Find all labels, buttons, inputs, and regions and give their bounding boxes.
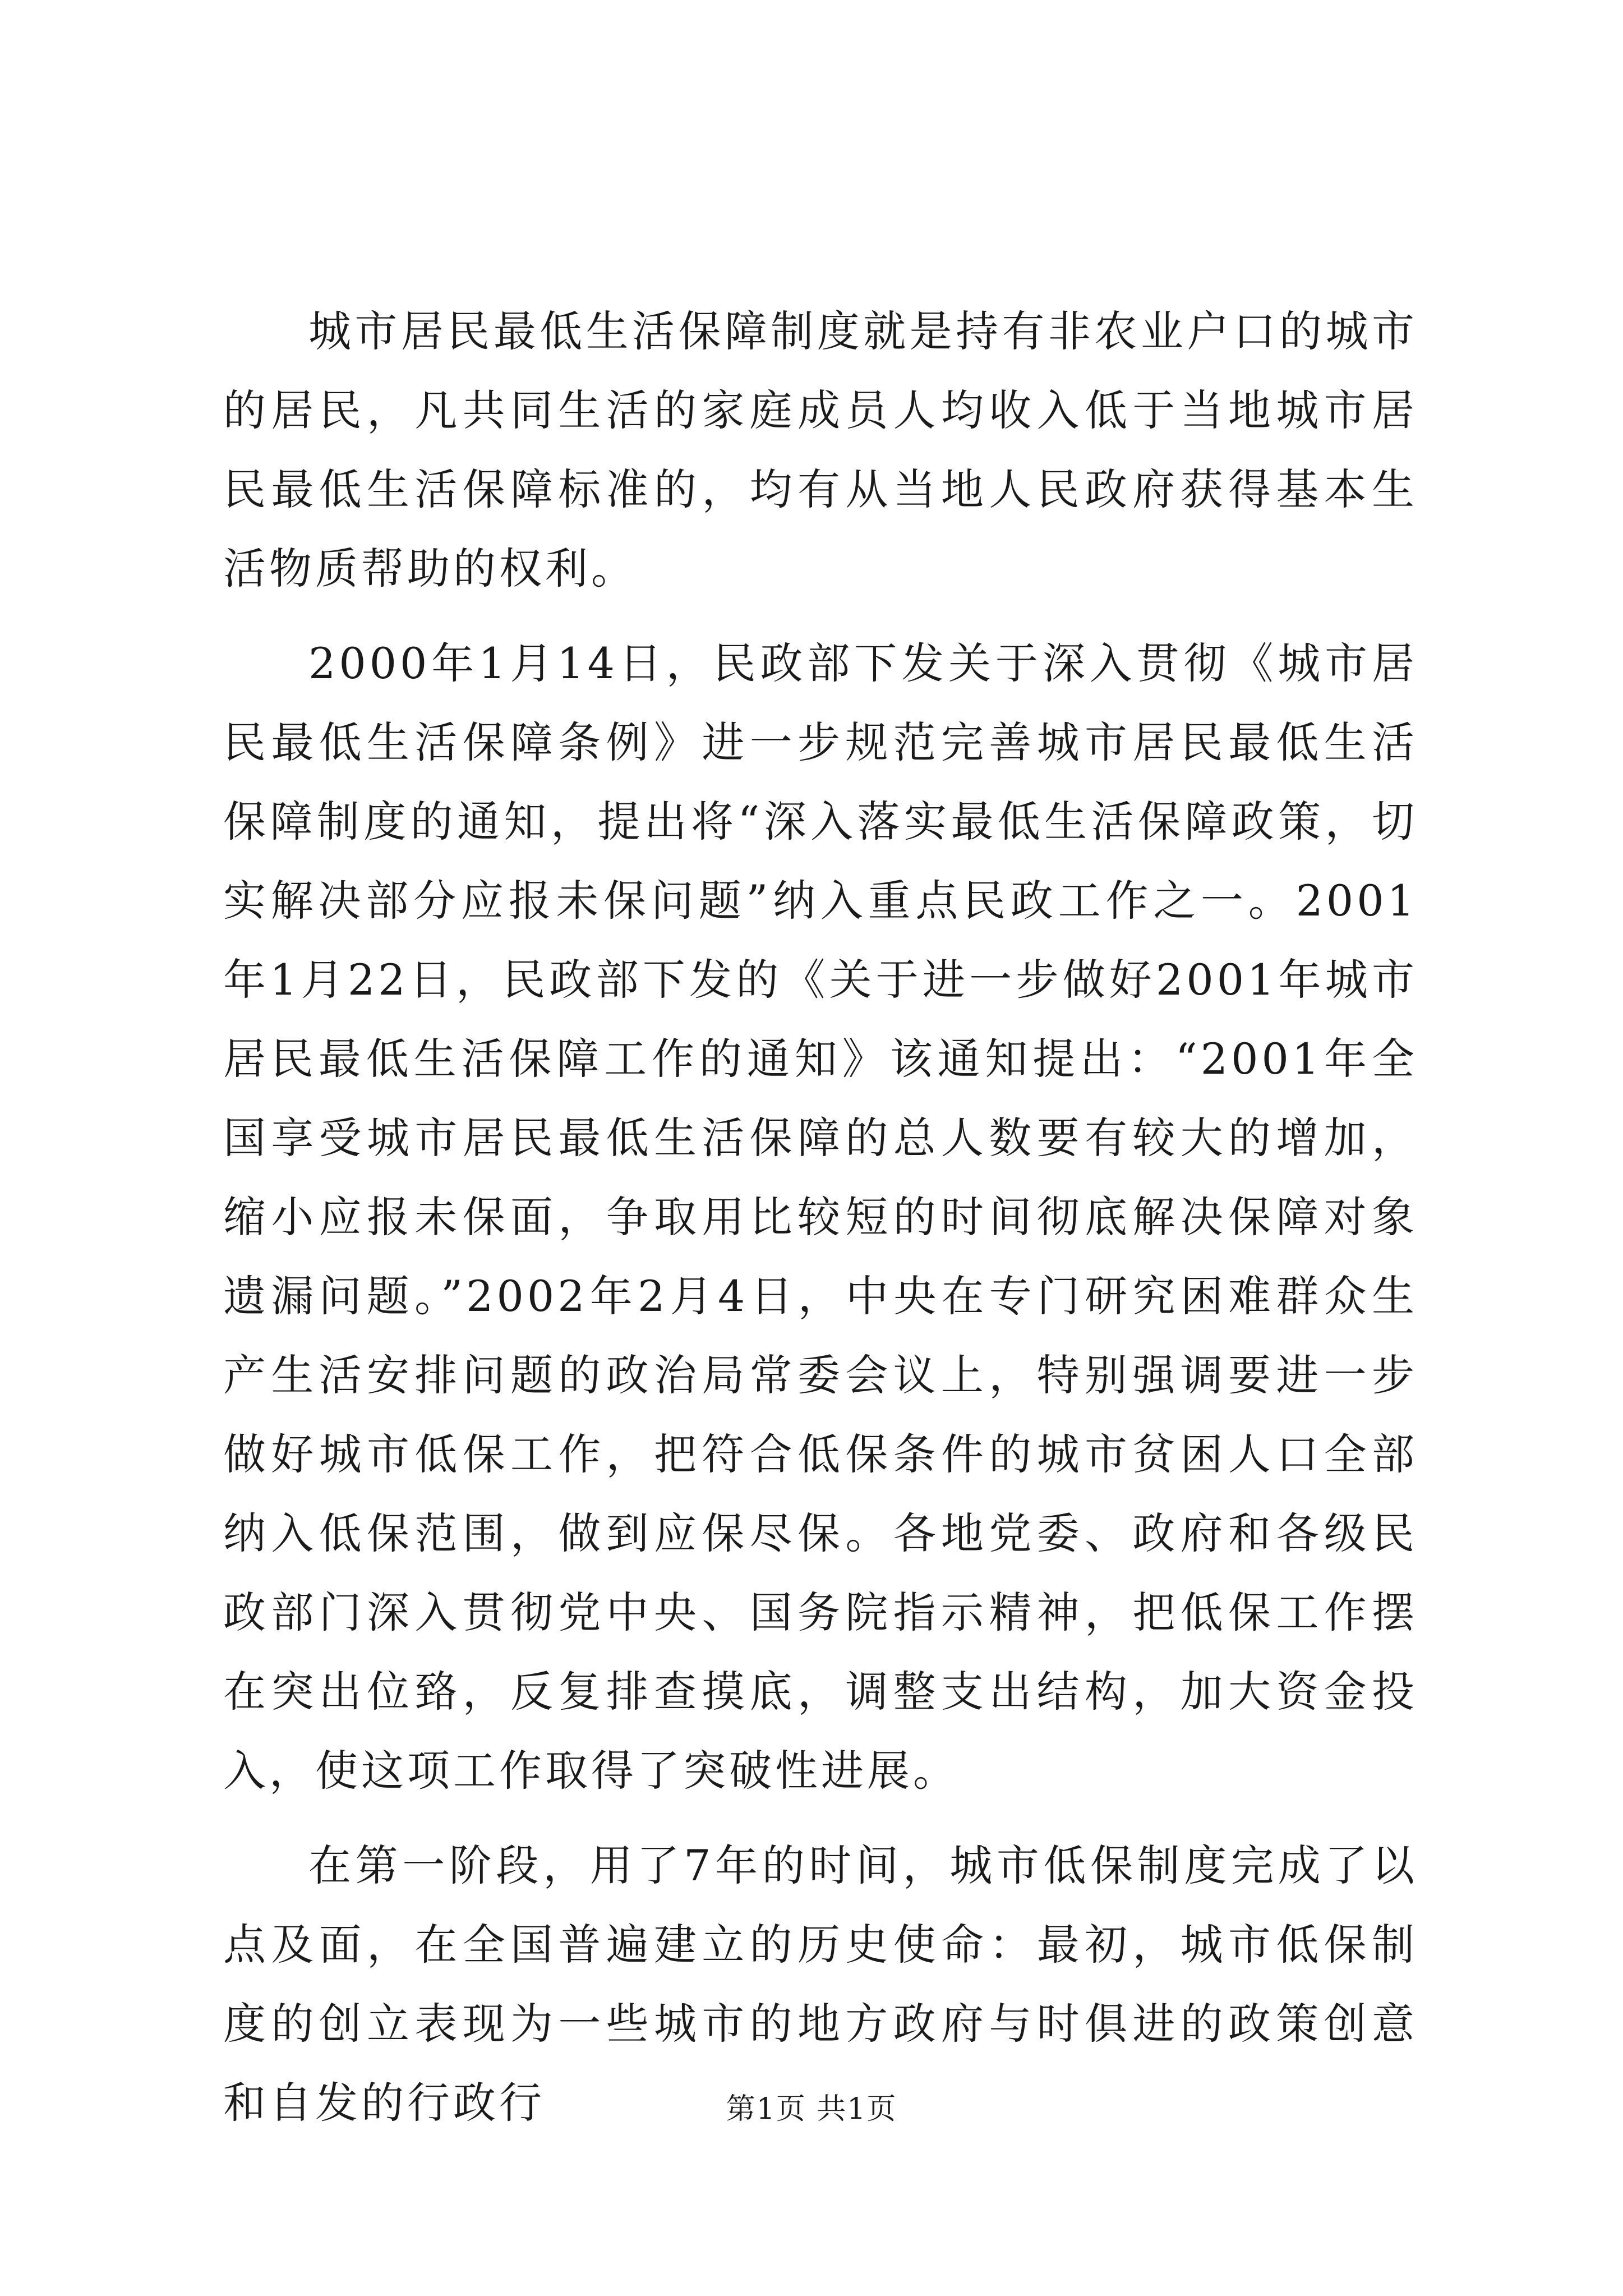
- paragraph-1: 城市居民最低生活保障制度就是持有非农业户口的城市的居民，凡共同生活的家庭成员人均收入低于当地城市居民最低生活保障标准的，均有从当地人民政府获得基本生活物质帮助的权利。: [223, 306, 1418, 593]
- document-body: [223, 292, 1418, 2158]
- paragraph-2: 2000年1月14日，民政部下发关于深入贯彻《城市居民最低生活保障条例》进一步规范完善城市居民最低生活保障制度的通知，提出将“深入落实最低生活保障政策，切实解决部分应报未保问题”纳入重点民政工作之一。2001年1月22日，民政部下发的《关于进一步做好2001年城市居民最低生活保障工作的通知》该通知提出：“2001年全国享受城市居民最低生活保障的总人数要有较大的增加，缩小应报未保面，争取用比较短的时间彻底解决保障对象遗漏问题。”2002年2月4日，中央在专门研究困难群众生产生活安排问题的政治局常委会议上，特别强调要进一步做好城市低保工作，把符合低保条件的城市贫困人口全部纳入低保范围，做到应保尽保。各地党委、政府和各级民政部门深入贯彻党中央、国务院指示精神，把低保工作摆在突出位臵，反复排查摸底，调整支出结构，加大资金投入，使这项工作取得了突破性进展。: [223, 638, 1418, 1796]
- page-footer: 第1页 共1页: [726, 2092, 897, 2126]
- paragraph-3: 在第一阶段，用了7年的时间，城市低保制度完成了以点及面，在全国普遍建立的历史使命：最初，城市低保制度的创立表现为一些城市的地方政府与时俱进的政策创意和自发的行政行: [223, 1841, 1418, 2128]
